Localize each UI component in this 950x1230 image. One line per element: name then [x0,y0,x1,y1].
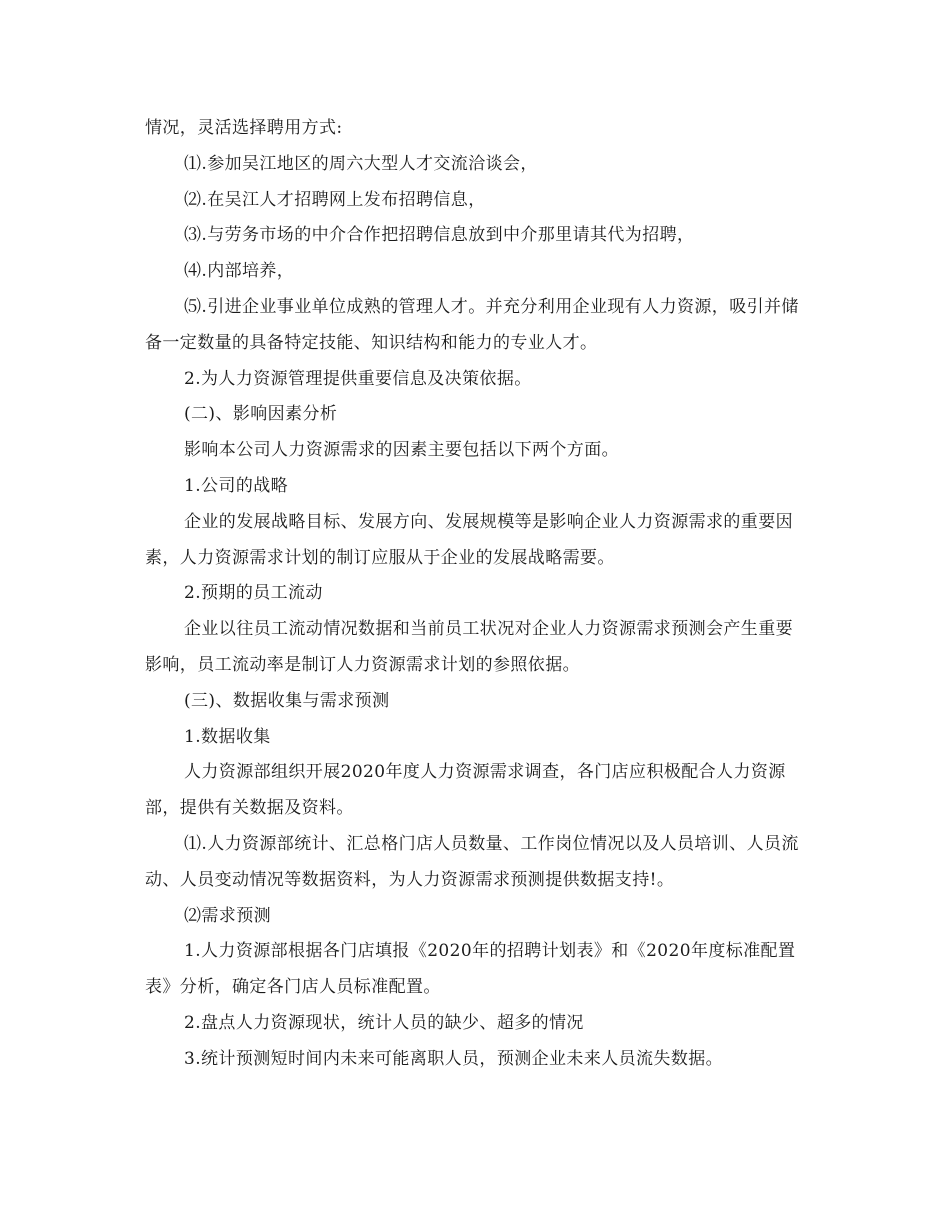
document-body [145,111,807,1078]
paragraph: ⑷.内部培养， [184,261,295,282]
paragraph: ⑸.引进企业事业单位成熟的管理人才。并充分利用企业现有人力资源，吸引并储备一定数量的具备特定技能、知识结构和能力的专业人才。 [145,296,799,353]
paragraph: ⑵.在吴江人才招聘网上发布招聘信息， [184,189,486,210]
paragraph: 3.统计预测短时间内未来可能离职人员，预测企业未来人员流失数据。 [184,1048,724,1069]
paragraph: ⑴.人力资源部统计、汇总格门店人员数量、工作岗位情况以及人员培训、人员流动、人员变动情况等数据资料，为人力资源需求预测提供数据支持!。 [145,833,799,890]
paragraph: ⑶.与劳务市场的中介合作把招聘信息放到中介那里请其代为招聘， [184,225,695,246]
section-heading: (三)、数据收集与需求预测 [184,690,390,711]
paragraph: 2.为人力资源管理提供重要信息及决策依据。 [184,368,532,389]
paragraph: 情况，灵活选择聘用方式: [145,118,343,138]
paragraph: 企业的发展战略目标、发展方向、发展规模等是影响企业人力资源需求的重要因素，人力资源需求计划的制订应服从于企业的发展战略需要。 [145,511,793,568]
subheading: 2.预期的员工流动 [184,583,323,604]
subheading: ⑵需求预测 [184,905,271,926]
subheading: 1.数据收集 [184,726,271,747]
paragraph: 人力资源部组织开展2020年度人力资源需求调查，各门店应积极配合人力资源部，提供有关数据及资料。 [145,762,786,819]
section-heading: (二)、影响因素分析 [184,404,338,425]
paragraph: 1.人力资源部根据各门店填报《2020年的招聘计划表》和《2020年度标准配置表》分析，确定各门店人员标准配置。 [145,941,796,998]
paragraph: 2.盘点人力资源现状，统计人员的缺少、超多的情况 [184,1012,584,1033]
paragraph: 企业以往员工流动情况数据和当前员工状况对企业人力资源需求预测会产生重要影响，员工流动率是制订人力资源需求计划的参照依据。 [145,619,793,675]
subheading: 1.公司的战略 [184,475,289,496]
paragraph: 影响本公司人力资源需求的因素主要包括以下两个方面。 [184,440,619,461]
paragraph: ⑴.参加吴江地区的周六大型人才交流洽谈会， [184,153,538,174]
